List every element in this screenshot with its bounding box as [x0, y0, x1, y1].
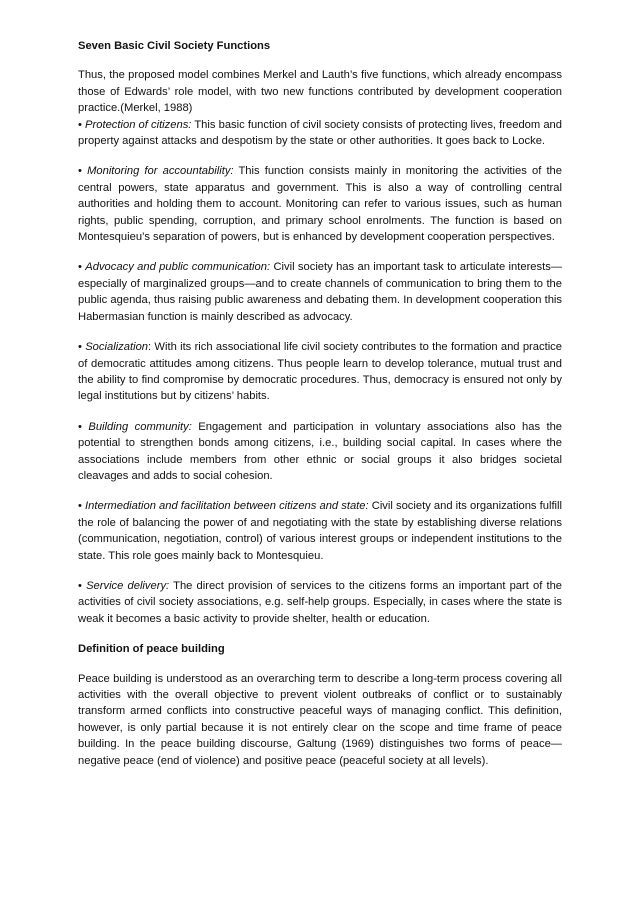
- section-heading-civil-society-functions: Seven Basic Civil Society Functions: [78, 40, 271, 52]
- function-text: Civil society has an important task to articulate interests—especially of marginalized groups—and to create channels of communication to bring them to the public agenda, thus raising public awareness and debating them. In development cooperation this Habermasian function is mainly described as advocacy.: [78, 261, 563, 323]
- bullet: •: [78, 118, 82, 131]
- function-text: This function consists mainly in monitoring the activities of the central powers, state apparatus and government. This is also a way of controlling central authorities and holding them to account. Monitoring can refer to various issues, such as human rights, public spending, corruption, and primary school enrolments. The function is based on Montesquieu’s separation of powers, but is enhanced by development cooperation perspectives.: [78, 165, 562, 244]
- function-text: : With its rich associational life civil society contributes to the formation and practice of democratic attitudes among citizens. Thus people learn to develop tolerance, mutual trust and the ability to find compromise by democratic procedures. Thus, democracy is ensured not only by legal institutions but by citizens’ habits.: [78, 341, 562, 403]
- bullet: •: [78, 261, 82, 274]
- bullet: •: [78, 500, 82, 513]
- intro-paragraph: [78, 67, 562, 116]
- function-service-delivery: [78, 578, 562, 627]
- document-page: [78, 38, 562, 783]
- function-term: Protection of citizens:: [85, 118, 192, 131]
- function-text: Civil society and its organizations fulfill the role of balancing the power of and negotiating with the state by establishing diverse relations (communication, negotiation, control) of various interest groups or independent institutions to the state. This role goes mainly back to Montesquieu.: [78, 500, 563, 562]
- function-term: Socialization: [85, 341, 149, 354]
- function-intermediation: [78, 498, 562, 564]
- function-protection: [78, 117, 562, 150]
- function-advocacy: [78, 259, 562, 325]
- function-text: Engagement and participation in voluntary associations also has the potential to strengthen bonds among citizens, i.e., building social capital. In cases where the associations include members from other ethnic or social groups it also bridges societal cleavages and adds to social cohesion.: [78, 420, 563, 482]
- peace-building-paragraph: [78, 671, 562, 769]
- bullet: •: [78, 165, 82, 178]
- function-text: The direct provision of services to the citizens forms an important part of the activities of civil society associations, e.g. self-help groups. Especially, in cases where the state is weak it becomes a basic activity to provide shelter, health or education.: [78, 579, 563, 625]
- function-term: Advocacy and public communication:: [85, 261, 271, 274]
- peace-building-text: Peace building is understood as an overarching term to describe a long-term process covering all activities with the overall objective to prevent violent outbreaks of conflict or to sustainably transform armed conflicts into constructive peaceful ways of managing conflict. This definition, however, is only partial because it is not entirely clear on the scope and time frame of peace building. In the peace building discourse, Galtung (1969) distinguishes two forms of peace—negative peace (end of violence) and positive peace (peaceful society at all levels).: [78, 672, 562, 767]
- function-term: Building community:: [88, 420, 192, 433]
- function-term: Intermediation and facilitation between citizens and state:: [85, 500, 369, 513]
- function-term: Monitoring for accountability:: [87, 165, 234, 178]
- function-monitoring: [78, 163, 562, 245]
- function-building-community: [78, 419, 562, 485]
- intro-text: Thus, the proposed model combines Merkel and Lauth’s five functions, which already encompass those of Edwards’ role model, with two new functions contributed by development cooperation practice.(Merkel, 1988): [78, 69, 562, 115]
- function-socialization: [78, 339, 562, 405]
- bullet: •: [78, 420, 82, 433]
- function-text: This basic function of civil society consists of protecting lives, freedom and property against attacks and despotism by the state or other authorities. It goes back to Locke.: [78, 118, 562, 148]
- bullet: •: [78, 579, 82, 592]
- section-heading-peace-building: Definition of peace building: [78, 643, 225, 656]
- function-term: Service delivery:: [86, 579, 170, 592]
- bullet: •: [78, 341, 82, 354]
